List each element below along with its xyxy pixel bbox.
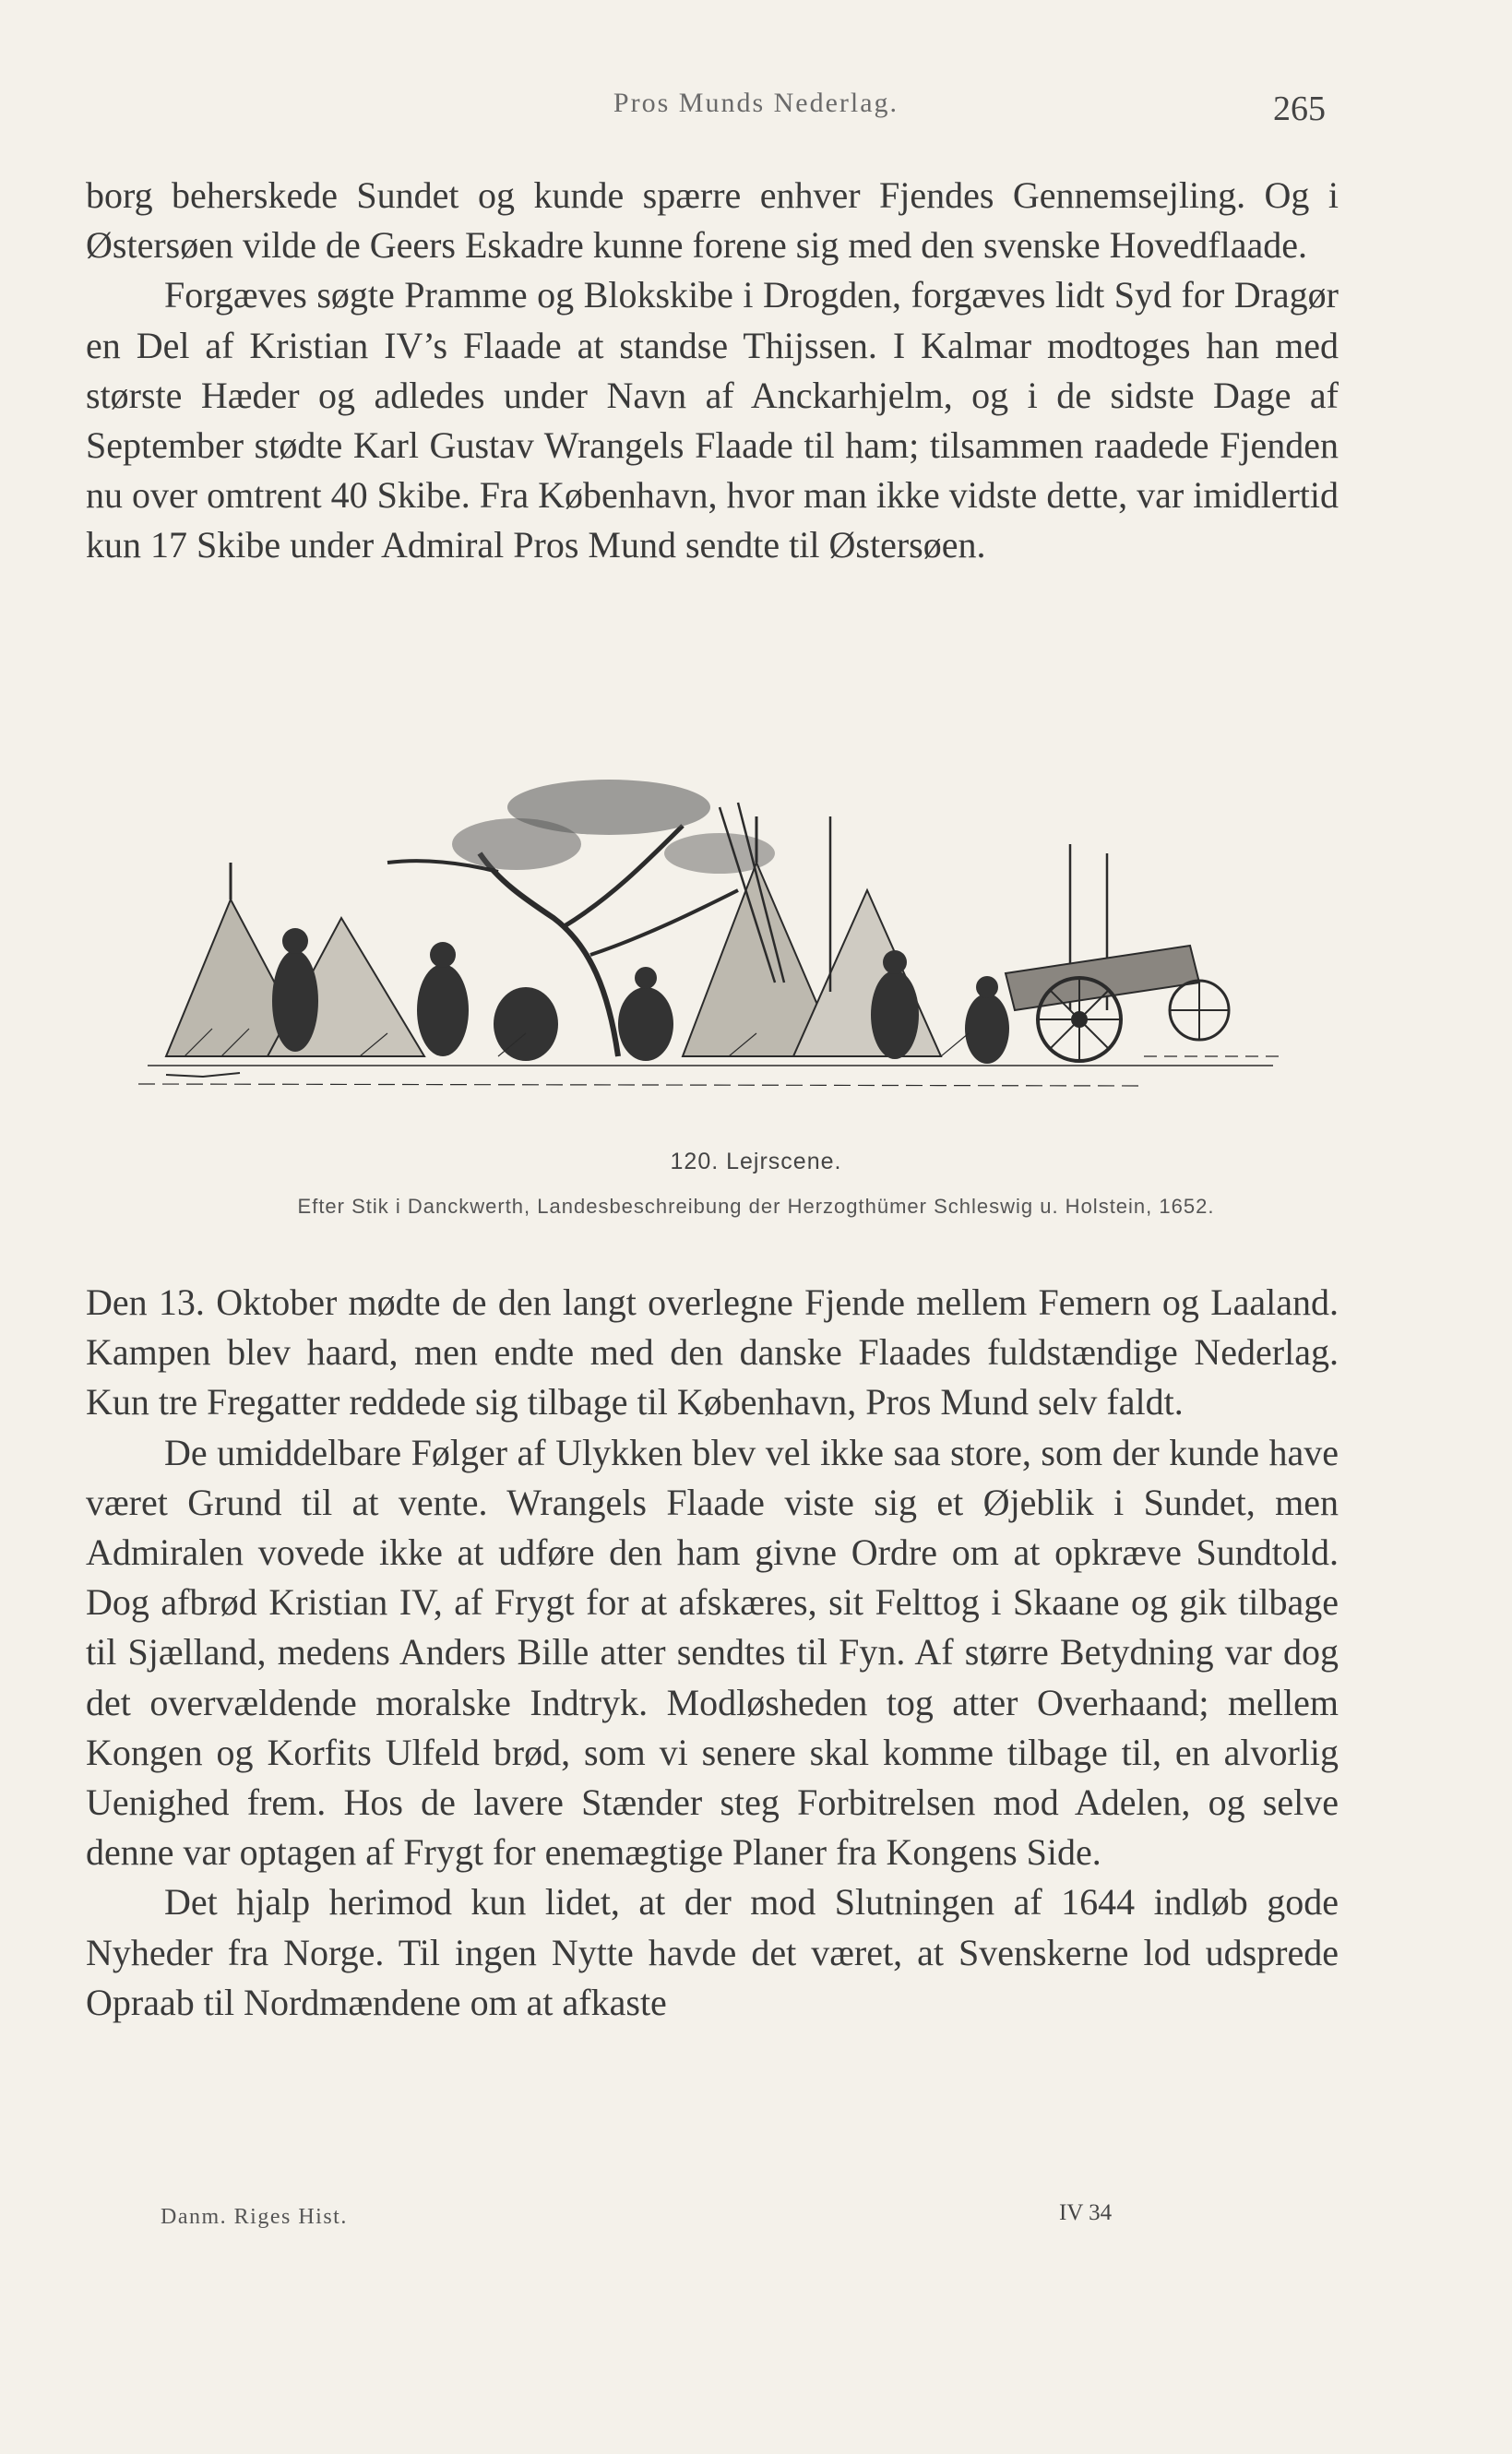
page-number: 265 <box>1273 89 1326 128</box>
figure-caption-source: Efter Stik i Danckwerth, Landesbeschreibung der Herzogthümer Schleswig u. Holstein, 1652. <box>297 1195 1215 1218</box>
paragraph: Den 13. Oktober mødte de den langt overlegne Fjende mellem Femern og Laaland. Kampen blev haard, men endte med den danske Flaades fuldstændige Nederlag. Kun tre Fregatter reddede sig tilbage til København, Pros Mund selv faldt. <box>86 1281 1339 1424</box>
text-section-bottom <box>86 1278 1339 2028</box>
paragraph: Forgæves søgte Pramme og Blokskibe i Drogden, forgæves lidt Syd for Dragør en Del af Kristian IV’s Flaade at standse Thijssen. I Kalmar modtoges han med største Hæder og adledes under Navn af Anckarhjelm, og i de sidste Dage af September stødte Karl Gustav Wrangels Flaade til ham; tilsammen raadede Fjenden nu over omtrent 40 Skibe. Fra København, hvor man ikke vidste dette, var imidlertid kun 17 Skibe under Admiral Pros Mund sendte til Østersøen. <box>86 274 1339 566</box>
paragraph: borg beherskede Sundet og kunde spærre enhver Fjendes Gennemsejling. Og i Østersøen vilde de Geers Eskadre kunne forene sig med den svenske Hovedflaade. <box>86 174 1339 267</box>
paragraph: Det hjalp herimod kun lidet, at der mod Slutningen af 1644 indløb gode Nyheder fra Norge. Til ingen Nytte havde det været, at Svenskerne lod udsprede Opraab til Nordmændene om at afkaste <box>86 1881 1339 2023</box>
figure-caption-number: 120. Lejrscene. <box>670 1149 842 1174</box>
camp-scene-engraving <box>129 752 1292 1102</box>
running-header: Pros Munds Nederlag. <box>613 88 899 118</box>
engraving-illustration <box>129 752 1292 1102</box>
footer-series-title: Danm. Riges Hist. <box>161 2205 348 2229</box>
footer-signature-mark: IV 34 <box>1059 2200 1113 2225</box>
paragraph: De umiddelbare Følger af Ulykken blev vel ikke saa store, som der kunde have været Grund til at vente. Wrangels Flaade viste sig et Øjeblik i Sundet, men Admiralen vovede ikke at udføre den ham givne Ordre om at opkræve Sundtold. Dog afbrød Kristian IV, af Frygt for at afskæres, sit Felttog i Skaane og gik tilbage til Sjælland, medens Anders Bille atter sendtes til Fyn. Af større Betydning var dog det overvældende moralske Indtryk. Modløsheden tog atter Overhaand; mellem Kongen og Korfits Ulfeld brød, som vi senere skal komme tilbage til, en alvorlig Uenighed frem. Hos de lavere Stænder steg Forbitrelsen mod Adelen, og selve denne var optagen af Frygt for enemægtige Planer fra Kongens Side. <box>86 1431 1339 1874</box>
text-section-top <box>86 171 1339 571</box>
